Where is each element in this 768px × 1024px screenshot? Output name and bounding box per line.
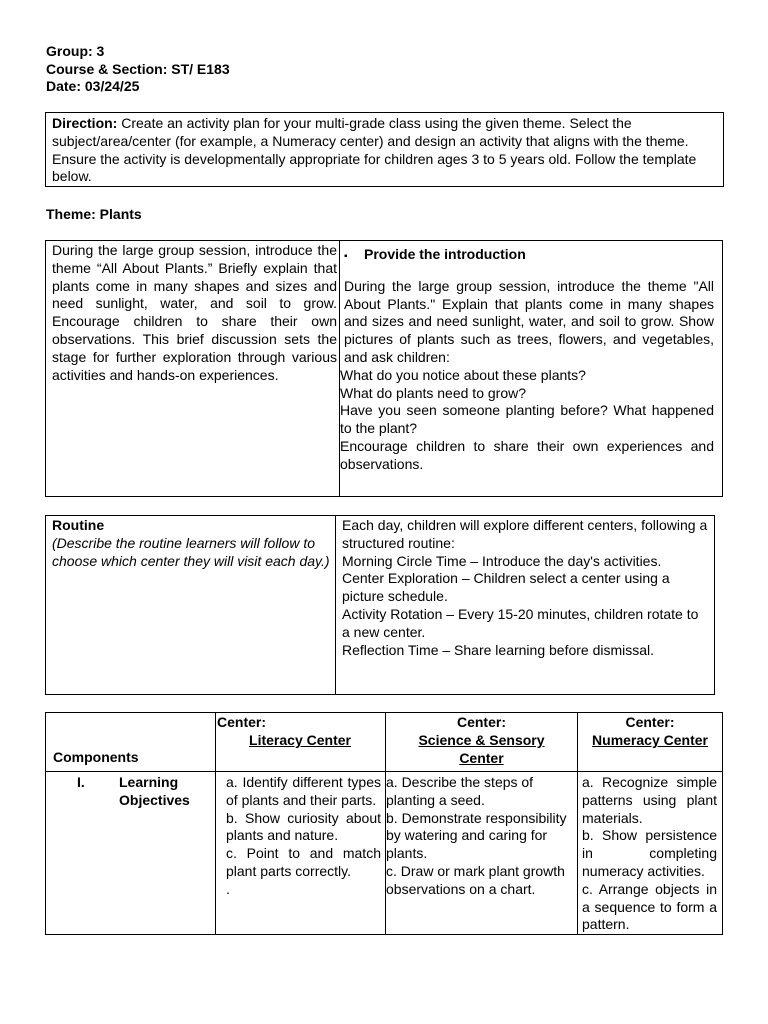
literacy-objective-trailing: . bbox=[226, 880, 230, 897]
science-center-name: Science & Sensory Center bbox=[418, 731, 545, 766]
group-label: Group: 3 bbox=[46, 43, 105, 59]
intro-question-1: What do you notice about these plants? bbox=[340, 366, 586, 383]
bullet-icon: ▪ bbox=[344, 251, 348, 262]
literacy-objectives-cell bbox=[216, 772, 386, 935]
numeracy-objective-b: b. Show persistence in completing numeracy activities. bbox=[582, 827, 717, 879]
science-objective-a: a. Describe the steps of planting a seed. bbox=[386, 774, 534, 808]
science-center-label: Center: bbox=[456, 714, 506, 730]
direction-text bbox=[52, 115, 717, 186]
direction-body: Create an activity plan for your multi-grade class using the given theme. Select the subject/area/center (for example, a Numeracy center) and design an activity that aligns with the theme. Ensure the activity is developmentally appropriate for children ages 3 to 5 years old. Follow the template below. bbox=[52, 115, 697, 185]
date-label: Date: 03/24/25 bbox=[46, 78, 140, 94]
routine-description: (Describe the routine learners will follow to choose which center they will visit each day.) bbox=[52, 534, 330, 569]
routine-line-5: Reflection Time – Share learning before dismissal. bbox=[342, 641, 655, 658]
routine-line-1: Each day, children will explore different centers, following a structured routine: bbox=[342, 517, 708, 551]
components-header-cell bbox=[46, 713, 216, 772]
routine-title: Routine bbox=[52, 517, 105, 533]
science-objective-c: c. Draw or mark plant growth observations on a chart. bbox=[386, 862, 565, 897]
routine-left-cell bbox=[46, 516, 336, 695]
intro-heading-row bbox=[344, 246, 714, 266]
numeracy-objectives-cell bbox=[578, 772, 723, 935]
routine-line-2: Morning Circle Time – Introduce the day's activities. bbox=[342, 552, 662, 569]
numeracy-center-name: Numeracy Center bbox=[592, 731, 708, 748]
science-objective-b: b. Demonstrate responsibility by watering and caring for plants. bbox=[386, 809, 567, 862]
intro-question-4: Encourage children to share their own experiences and observations. bbox=[340, 437, 714, 472]
numeracy-header-cell bbox=[578, 713, 723, 772]
direction-box bbox=[45, 112, 724, 187]
intro-right-cell bbox=[340, 241, 723, 497]
centers-table bbox=[45, 712, 723, 935]
routine-line-4: Activity Rotation – Every 15-20 minutes, children rotate to a new center. bbox=[342, 605, 699, 640]
literacy-objective-b: b. Show curiosity about plants and nature. bbox=[226, 809, 381, 844]
intro-heading: Provide the introduction bbox=[364, 246, 526, 262]
intro-table bbox=[45, 240, 723, 497]
numeracy-center-label: Center: bbox=[625, 714, 675, 730]
objectives-numeral: I. bbox=[77, 774, 85, 790]
direction-label: Direction: bbox=[52, 115, 118, 131]
science-header-cell bbox=[386, 713, 578, 772]
numeracy-objective-a: a. Recognize simple patterns using plant materials. bbox=[582, 774, 717, 826]
literacy-objective-c: c. Point to and match plant parts correctly. bbox=[226, 845, 381, 879]
routine-right-cell bbox=[336, 516, 715, 695]
literacy-header-cell bbox=[216, 713, 386, 772]
objectives-label bbox=[74, 774, 211, 810]
intro-left-cell bbox=[46, 241, 340, 497]
components-label: Components bbox=[53, 749, 139, 766]
literacy-center-name: Literacy Center bbox=[249, 731, 351, 748]
intro-paragraph: During the large group session, introduce the theme "All About Plants." Explain that plants come in many shapes and sizes and need sunlight, water, and soil to grow. Show pictures of plants such as trees, flowers, and vegetables, and ask children: bbox=[344, 277, 714, 365]
intro-question-3: Have you seen someone planting before? What happened to the plant? bbox=[340, 402, 714, 437]
literacy-objective-a: a. Identify different types of plants and their parts. bbox=[226, 774, 381, 808]
course-section-label: Course & Section: ST/ E183 bbox=[46, 61, 230, 77]
routine-table bbox=[45, 515, 715, 695]
objectives-label-cell bbox=[46, 772, 216, 935]
numeracy-objective-c: c. Arrange objects in a sequence to form a pattern. bbox=[582, 880, 717, 933]
objectives-title: Learning Objectives bbox=[119, 774, 190, 808]
science-objectives-cell bbox=[386, 772, 578, 935]
intro-question-2: What do plants need to grow? bbox=[340, 384, 527, 401]
intro-left-text: During the large group session, introduce the theme “All About Plants.” Briefly explain that plants come in many shapes and sizes and need sunlight, water, and soil to grow. Encourage children to share their own observations. This brief discussion sets the stage for further exploration through various activities and hands-on experiences. bbox=[52, 242, 337, 383]
routine-line-3: Center Exploration – Children select a center using a picture schedule. bbox=[342, 570, 670, 605]
literacy-center-label: Center: bbox=[217, 714, 267, 730]
theme-label: Theme: Plants bbox=[46, 206, 142, 222]
